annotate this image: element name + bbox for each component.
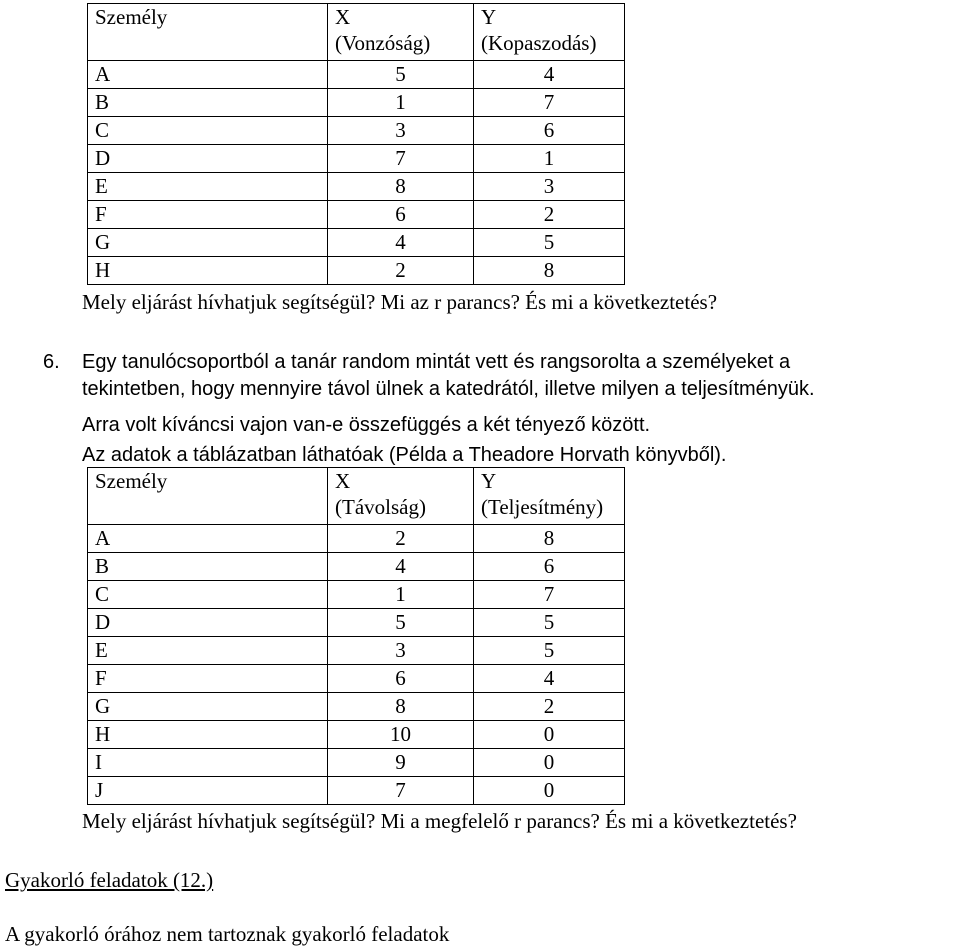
- y-cell: 1: [474, 145, 625, 173]
- x-cell: 1: [328, 581, 474, 609]
- table-row: [88, 553, 625, 581]
- table-row: [88, 749, 625, 777]
- x-cell: 5: [328, 61, 474, 89]
- header-y: Y (Kopaszodás): [474, 4, 625, 61]
- practice-heading: Gyakorló feladatok (12.): [5, 868, 214, 892]
- person-cell: H: [88, 721, 328, 749]
- y-cell: 7: [474, 89, 625, 117]
- person-cell: A: [88, 525, 328, 553]
- x-cell: 1: [328, 89, 474, 117]
- header-x: X (Vonzóság): [328, 4, 474, 61]
- table-row: [88, 581, 625, 609]
- person-cell: G: [88, 229, 328, 257]
- header-person: Személy: [88, 4, 328, 61]
- person-cell: F: [88, 665, 328, 693]
- y-cell: 5: [474, 609, 625, 637]
- table-row: [88, 173, 625, 201]
- person-cell: A: [88, 61, 328, 89]
- question-2: Mely eljárást hívhatjuk segítségül? Mi a megfelelő r parancs? És mi a következtetés?: [82, 809, 797, 833]
- person-cell: H: [88, 257, 328, 285]
- table-row: [88, 89, 625, 117]
- table-row: [88, 117, 625, 145]
- person-cell: B: [88, 553, 328, 581]
- x-cell: 7: [328, 145, 474, 173]
- y-cell: 4: [474, 61, 625, 89]
- x-cell: 5: [328, 609, 474, 637]
- x-cell: 7: [328, 777, 474, 805]
- person-cell: D: [88, 609, 328, 637]
- person-cell: E: [88, 173, 328, 201]
- y-cell: 2: [474, 693, 625, 721]
- y-cell: 6: [474, 553, 625, 581]
- person-cell: C: [88, 117, 328, 145]
- header-y: Y (Teljesítmény): [474, 468, 625, 525]
- person-cell: I: [88, 749, 328, 777]
- table-attractiveness-baldness: [87, 3, 625, 285]
- table-row: [88, 609, 625, 637]
- question-1: Mely eljárást hívhatjuk segítségül? Mi az r parancs? És mi a következtetés?: [82, 290, 718, 314]
- table-row: [88, 201, 625, 229]
- person-cell: G: [88, 693, 328, 721]
- x-cell: 6: [328, 201, 474, 229]
- x-cell: 4: [328, 229, 474, 257]
- table-row: [88, 721, 625, 749]
- x-cell: 8: [328, 693, 474, 721]
- table-row: [88, 525, 625, 553]
- task-text-line: Az adatok a táblázatban láthatóak (Példa a Theadore Horvath könyvből).: [82, 444, 727, 466]
- table-distance-performance: [87, 467, 625, 805]
- task-text-line: Egy tanulócsoportból a tanár random mintát vett és rangsorolta a személyeket a: [82, 351, 791, 373]
- table-header-row: [88, 4, 625, 61]
- table-row: [88, 665, 625, 693]
- y-cell: 8: [474, 525, 625, 553]
- person-cell: J: [88, 777, 328, 805]
- x-cell: 4: [328, 553, 474, 581]
- x-cell: 6: [328, 665, 474, 693]
- y-cell: 3: [474, 173, 625, 201]
- x-cell: 9: [328, 749, 474, 777]
- y-cell: 8: [474, 257, 625, 285]
- task-number: 6.: [43, 351, 60, 373]
- person-cell: F: [88, 201, 328, 229]
- table-row: [88, 693, 625, 721]
- x-cell: 8: [328, 173, 474, 201]
- y-cell: 5: [474, 637, 625, 665]
- y-cell: 4: [474, 665, 625, 693]
- person-cell: D: [88, 145, 328, 173]
- table-header-row: [88, 468, 625, 525]
- task-text-line: Arra volt kíváncsi vajon van-e összefüggés a két tényező között.: [82, 414, 651, 436]
- y-cell: 0: [474, 777, 625, 805]
- person-cell: E: [88, 637, 328, 665]
- x-cell: 10: [328, 721, 474, 749]
- table-row: [88, 61, 625, 89]
- y-cell: 0: [474, 749, 625, 777]
- y-cell: 7: [474, 581, 625, 609]
- practice-note: A gyakorló órához nem tartoznak gyakorló feladatok: [5, 922, 450, 946]
- y-cell: 2: [474, 201, 625, 229]
- x-cell: 2: [328, 525, 474, 553]
- table-row: [88, 637, 625, 665]
- header-x: X (Távolság): [328, 468, 474, 525]
- table-row: [88, 257, 625, 285]
- x-cell: 3: [328, 117, 474, 145]
- x-cell: 3: [328, 637, 474, 665]
- table-row: [88, 777, 625, 805]
- x-cell: 2: [328, 257, 474, 285]
- table-row: [88, 229, 625, 257]
- y-cell: 6: [474, 117, 625, 145]
- person-cell: B: [88, 89, 328, 117]
- y-cell: 0: [474, 721, 625, 749]
- task-text-line: tekintetben, hogy mennyire távol ülnek a katedrától, illetve milyen a teljesítményük.: [82, 378, 815, 400]
- person-cell: C: [88, 581, 328, 609]
- header-person: Személy: [88, 468, 328, 525]
- y-cell: 5: [474, 229, 625, 257]
- table-row: [88, 145, 625, 173]
